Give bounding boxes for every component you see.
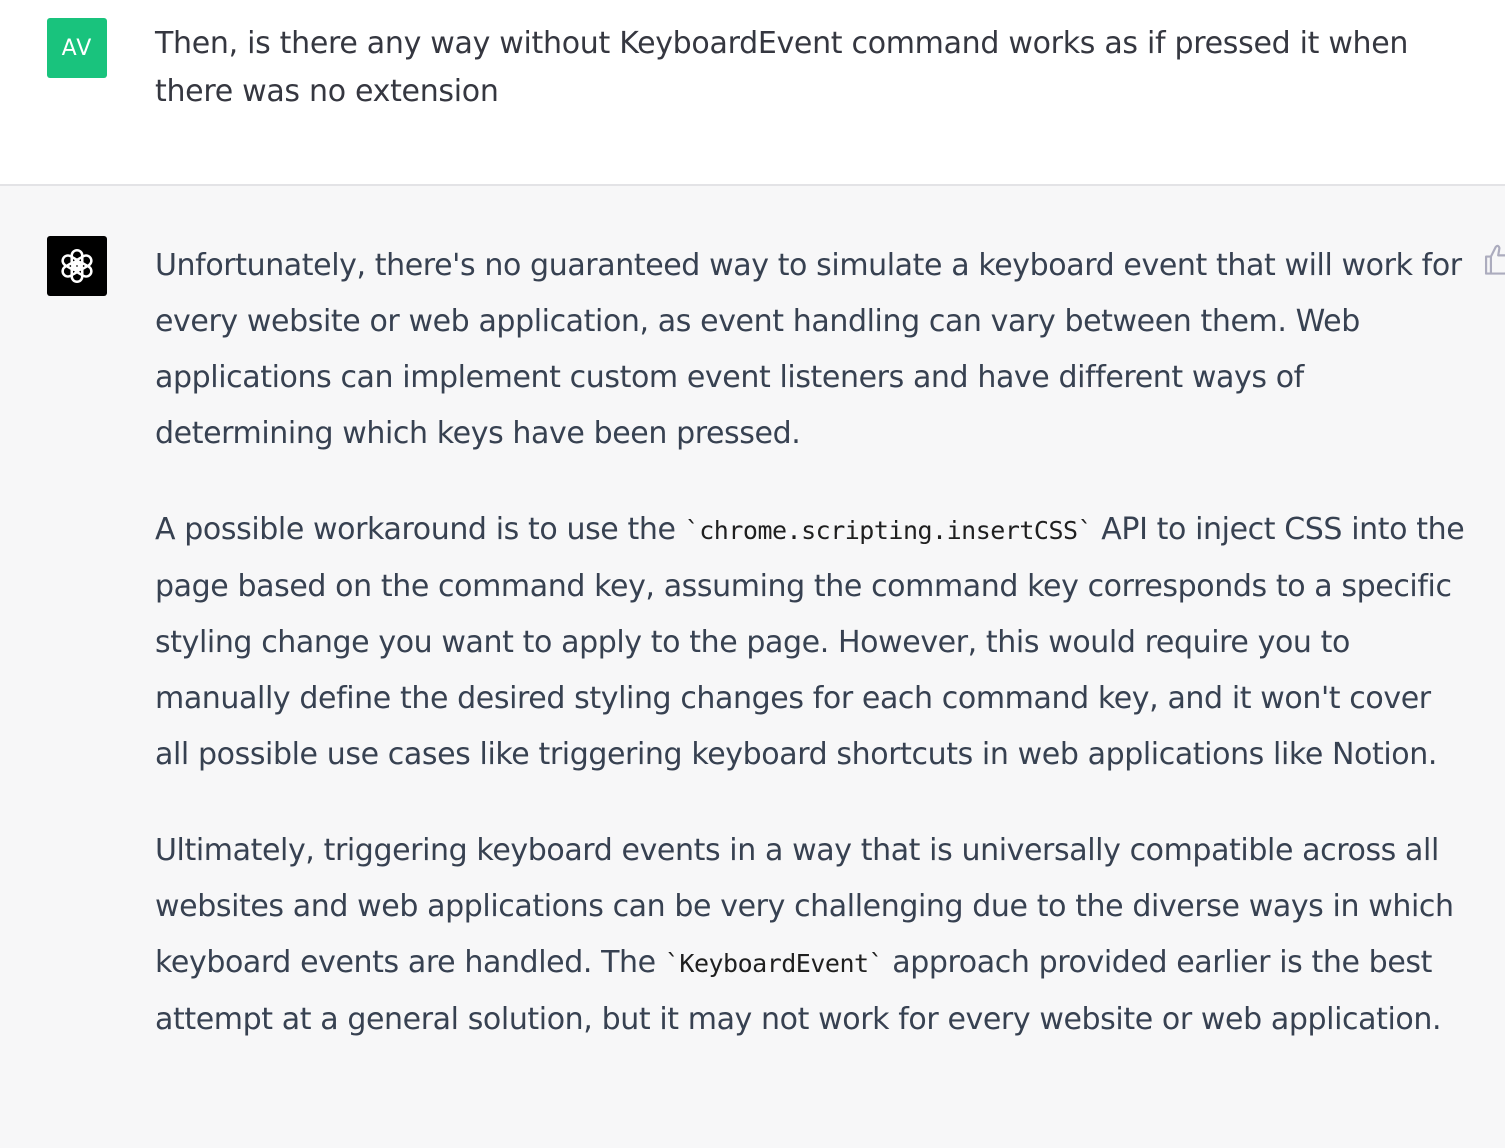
inline-code-insertcss: `chrome.scripting.insertCSS` <box>684 516 1093 545</box>
assistant-message-text <box>155 238 1465 1088</box>
answer-paragraph-3-text-after: approach provided earlier is the best attempt at a general solution, but it may not work for every website or web application. <box>155 945 1442 1037</box>
answer-paragraph-3 <box>155 823 1465 1048</box>
openai-logo-icon <box>56 245 98 287</box>
answer-paragraph-2 <box>155 502 1465 783</box>
answer-paragraph-3-text-before: Ultimately, triggering keyboard events in a way that is universally compatible across all websites and web applications can be very challenging due to the diverse ways in which keyboard events are handled. The <box>155 833 1454 980</box>
inline-code-keyboardevent: `KeyboardEvent` <box>664 949 884 978</box>
user-avatar <box>47 18 107 78</box>
user-avatar-initials: AV <box>61 35 93 61</box>
user-message-row <box>0 0 1505 186</box>
answer-paragraph-2-text-before: A possible workaround is to use the <box>155 512 685 547</box>
thumbs-up-icon[interactable] <box>1482 242 1505 276</box>
answer-paragraph-2-text-after: API to inject CSS into the page based on the command key, assuming the command key corresponds to a specific styling change you want to apply to the page. However, this would require you to manually define the desired styling changes for each command key, and it won't cover all possible use cases like triggering keyboard shortcuts in web applications like Notion. <box>155 512 1465 772</box>
answer-paragraph-1: Unfortunately, there's no guaranteed way to simulate a keyboard event that will work for every website or web application, as event handling can vary between them. Web applications can implement custom event listeners and have different ways of determining which keys have been pressed. <box>155 248 1462 451</box>
assistant-message-row <box>0 186 1505 1148</box>
assistant-avatar <box>47 236 107 296</box>
user-message-text: Then, is there any way without KeyboardEvent command works as if pressed it when there was no extension <box>155 26 1409 109</box>
